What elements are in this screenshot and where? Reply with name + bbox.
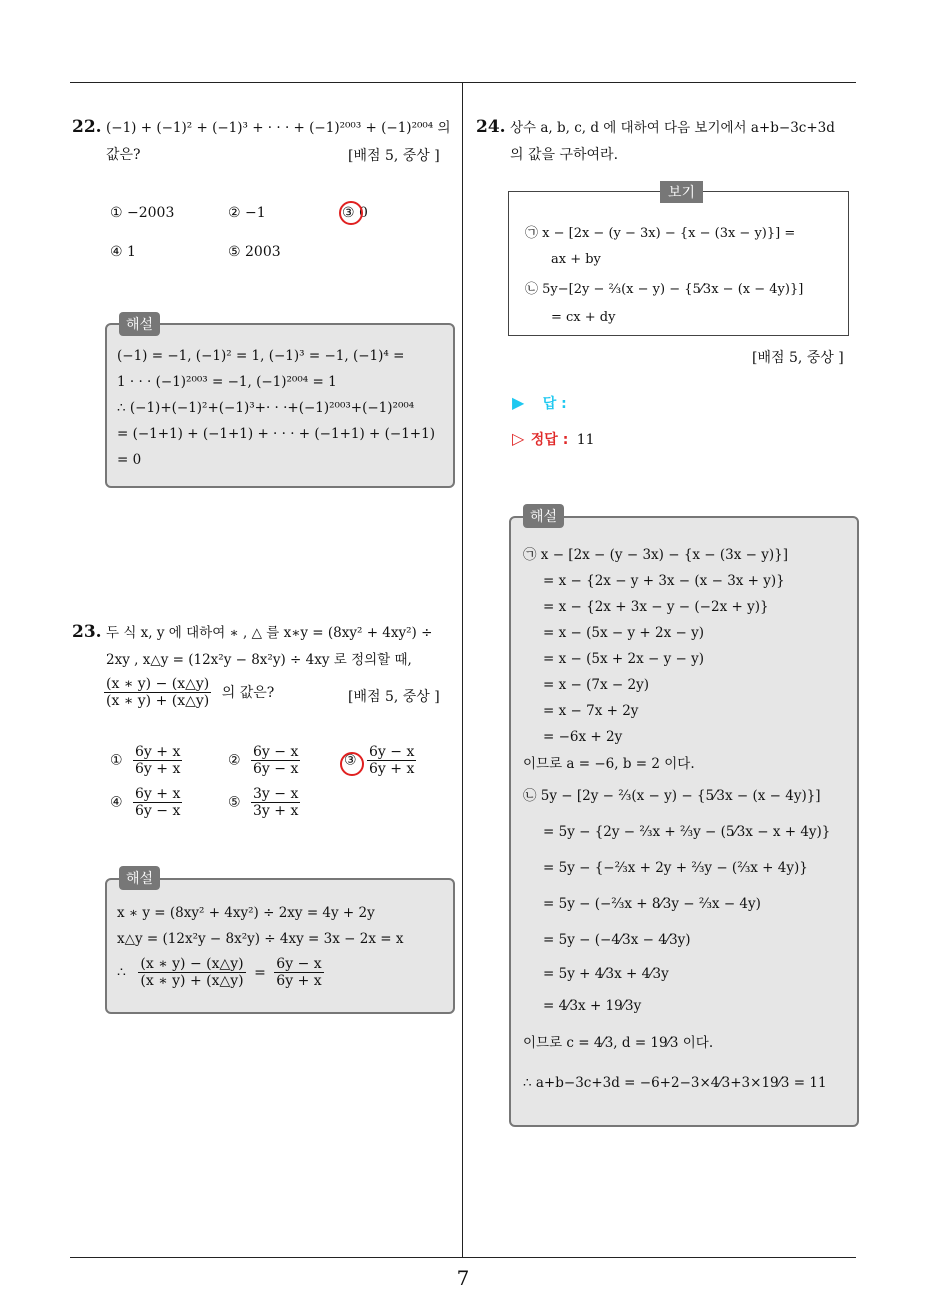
question-number: 23. <box>72 622 102 642</box>
solution-line: = x − {2x + 3x − y − (−2x + y)} <box>543 599 769 615</box>
solution-line: x△y = (12x²y − 8x²y) ÷ 4xy = 3x − 2x = x <box>117 931 404 947</box>
choice-5[interactable]: ⑤ 2003 <box>228 244 281 260</box>
score-label: [배점 5, 중상 ] <box>348 148 440 164</box>
question-text: 2xy , x△y = (12x²y − 8x²y) ÷ 4xy 로 정의할 때, <box>106 652 412 668</box>
answer-mark-circle <box>339 201 363 225</box>
solution-box <box>105 323 455 488</box>
solution-tag: 해설 <box>119 866 160 890</box>
question-fraction <box>104 676 274 709</box>
choice-1[interactable] <box>110 744 182 777</box>
therefore-symbol: ∴ <box>117 964 126 981</box>
choice-4[interactable]: ④ 1 <box>110 244 136 260</box>
fraction-denominator: 6y − x <box>135 803 181 819</box>
fraction-numerator: 6y − x <box>369 744 415 760</box>
bogi-tag: 보기 <box>660 181 703 203</box>
fraction-denominator: (x ∗ y) + (x△y) <box>140 973 244 989</box>
top-rule <box>70 82 856 83</box>
outline-arrow-icon: ▷ <box>512 429 525 448</box>
column-divider <box>462 82 463 1257</box>
choice-2[interactable]: ② −1 <box>228 205 266 221</box>
solution-line: x ∗ y = (8xy² + 4xy²) ÷ 2xy = 4y + 2y <box>117 905 375 921</box>
bottom-rule <box>70 1257 856 1258</box>
solution-line: 이므로 a = −6, b = 2 이다. <box>523 756 695 772</box>
fraction-numerator: 6y + x <box>135 744 181 760</box>
correct-label: 정답 : <box>530 432 569 448</box>
choice-mark: ⑤ <box>228 794 241 811</box>
solution-line: = 5y − {−⅔x + 2y + ⅔y − (⅔x + 4y)} <box>543 860 808 876</box>
solution-line: = x − {2x − y + 3x − (x − 3x + y)} <box>543 573 785 589</box>
solution-line: = x − (7x − 2y) <box>543 677 649 693</box>
choice-2[interactable] <box>228 744 300 777</box>
choice-4[interactable] <box>110 786 182 819</box>
choice-mark: ② <box>228 752 241 769</box>
fraction-denominator: (x ∗ y) + (x△y) <box>106 693 210 709</box>
solution-line: = −6x + 2y <box>543 729 623 745</box>
bogi-item-2-cont: = cx + dy <box>551 310 616 325</box>
bogi-box <box>508 191 849 336</box>
choice-mark: ③ <box>344 752 357 769</box>
solution-line: 1 · · · (−1)²⁰⁰³ = −1, (−1)²⁰⁰⁴ = 1 <box>117 374 337 390</box>
solution-line: ㉠ x − [2x − (y − 3x) − {x − (3x − y)}] <box>523 547 789 563</box>
solution-line: = x − (5x − y + 2x − y) <box>543 625 704 641</box>
solution-line: = 5y − {2y − ⅔x + ⅔y − (5⁄3x − x + 4y)} <box>543 824 831 840</box>
choice-1[interactable]: ① −2003 <box>110 205 175 221</box>
solution-line: ㉡ 5y − [2y − ⅔(x − y) − {5⁄3x − (x − 4y)}] <box>523 788 821 804</box>
solution-line: ∴ (−1)+(−1)²+(−1)³+· · ·+(−1)²⁰⁰³+(−1)²⁰⁰⁴ <box>117 400 415 416</box>
score-label: [배점 5, 중상 ] <box>348 689 440 705</box>
solution-tag: 해설 <box>119 312 160 336</box>
solution-line: = x − 7x + 2y <box>543 703 639 719</box>
answer-row <box>512 393 567 413</box>
fraction-numerator: (x ∗ y) − (x△y) <box>140 956 244 972</box>
fraction-numerator: 6y + x <box>135 786 181 802</box>
play-arrow-icon: ▶ <box>512 393 525 412</box>
correct-answer-row <box>512 429 595 449</box>
question-number: 24. <box>476 117 506 137</box>
solution-final: ∴ $\frac{(x ∗ y) - (x\triangle y)}{(x ∗ y) + (x\triangle y)}$ = $\frac{6y - x}{6y + x}$ <box>117 956 322 989</box>
solution-box <box>509 516 859 1127</box>
score-label: [배점 5, 중상 ] <box>752 350 844 366</box>
question-text: 의 값은? <box>221 684 275 701</box>
solution-line: = 0 <box>117 452 142 468</box>
fraction-numerator: 3y − x <box>253 786 299 802</box>
choice-mark: ④ <box>110 794 123 811</box>
fraction-numerator: 6y − x <box>253 744 299 760</box>
bogi-item-1: ㉠ x − [2x − (y − 3x) − {x − (3x − y)}] = <box>525 226 796 241</box>
question-text: 상수 a, b, c, d 에 대하여 다음 보기에서 a+b−3c+3d <box>510 120 835 136</box>
page-number: 7 <box>456 1266 470 1290</box>
answer-mark-circle <box>340 752 364 776</box>
solution-tag: 해설 <box>523 504 564 528</box>
fraction-denominator: 3y + x <box>253 803 299 819</box>
solution-line: = 5y − (−4⁄3x − 4⁄3y) <box>543 932 691 948</box>
solution-line: (−1) = −1, (−1)² = 1, (−1)³ = −1, (−1)⁴ = <box>117 348 405 364</box>
solution-box <box>105 878 455 1014</box>
question-text: 의 값을 구하여라. <box>510 147 619 163</box>
solution-line: = 4⁄3x + 19⁄3y <box>543 998 642 1014</box>
answer-label: 답 : <box>542 396 567 412</box>
question-text: (−1) + (−1)² + (−1)³ + · · · + (−1)²⁰⁰³ + (−1)²⁰⁰⁴ 의 <box>106 120 451 136</box>
choice-5[interactable] <box>228 786 300 819</box>
solution-line: = (−1+1) + (−1+1) + · · · + (−1+1) + (−1+1) <box>117 426 435 442</box>
fraction-denominator: 6y + x <box>135 761 181 777</box>
bogi-item-1-cont: ax + by <box>551 252 601 267</box>
fraction-denominator: 6y + x <box>369 761 415 777</box>
solution-line: = 5y + 4⁄3x + 4⁄3y <box>543 966 669 982</box>
solution-line: 이므로 c = 4⁄3, d = 19⁄3 이다. <box>523 1035 714 1051</box>
choice-3[interactable]: ③ 0 <box>342 205 368 221</box>
fraction-numerator: 6y − x <box>276 956 322 972</box>
question-text: 값은? <box>106 147 141 163</box>
question-text: 두 식 x, y 에 대하여 ∗ , △ 를 x∗y = (8xy² + 4xy²) ÷ <box>106 625 433 641</box>
correct-value: 11 <box>576 432 595 448</box>
fraction-denominator: 6y − x <box>253 761 299 777</box>
choice-mark: ① <box>110 752 123 769</box>
solution-line: = x − (5x + 2x − y − y) <box>543 651 704 667</box>
question-number: 22. <box>72 117 102 137</box>
fraction-numerator: (x ∗ y) − (x△y) <box>106 676 210 692</box>
solution-line: = 5y − (−⅔x + 8⁄3y − ⅔x − 4y) <box>543 896 761 912</box>
solution-line: ∴ a+b−3c+3d = −6+2−3×4⁄3+3×19⁄3 = 11 <box>523 1075 827 1091</box>
bogi-item-2: ㉡ 5y−[2y − ⅔(x − y) − {5⁄3x − (x − 4y)}] <box>525 282 804 297</box>
fraction-denominator: 6y + x <box>276 973 322 989</box>
